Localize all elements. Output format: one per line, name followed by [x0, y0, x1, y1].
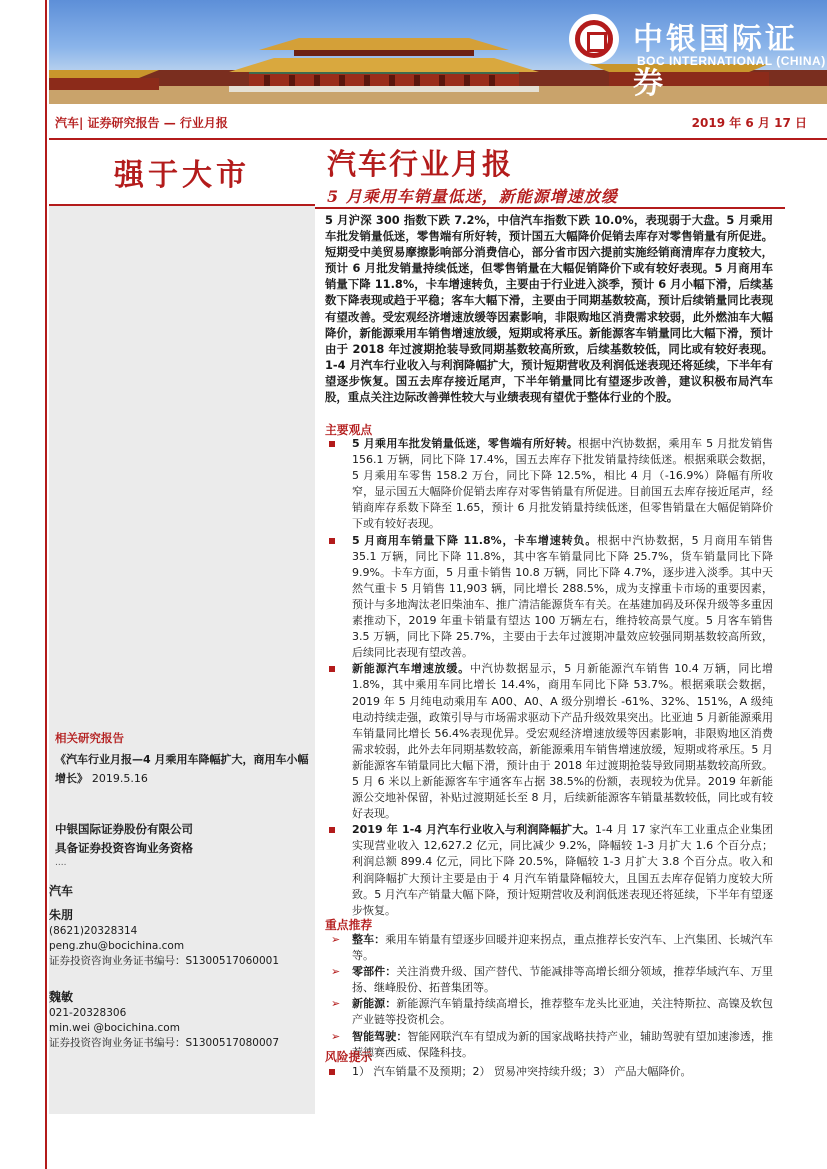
analyst-email[interactable]: min.wei @bocichina.com	[49, 1022, 180, 1034]
rec-item	[325, 964, 773, 996]
view-item	[325, 436, 773, 533]
rec-lead: 智能驾驶：	[352, 1029, 408, 1043]
related-report-name: 《汽车行业月报—4 月乘用车降幅扩大，商用车小幅增长》	[55, 753, 309, 785]
report-title: 汽车行业月报	[327, 147, 514, 181]
recs-list	[325, 932, 773, 1061]
risk-list	[325, 1064, 773, 1080]
separator-dots: ....	[55, 858, 67, 868]
view-text: 根据中汽协数据，5 月商用车销售 35.1 万辆，同比下降 11.8%，其中客车销量同比下降 25.7%，货车销量同比下降 9.9%。卡车方面，5 月重卡销售 10.8 万辆，同比下降 4.7%，逐步进入淡季。其中天然气重卡 5 月销售 11,903 辆，同比增长 288.5%，成为支撑重卡市场的重要因素，预计与多地淘汰老旧柴油车、推广清洁能源货车有关。在基建加码及环保升级等多重因素推动下，2019 年重卡销量有望达 100 万辆左右，维持较高景气度。5 月客车销售 3.5 万辆，同比下降 25.7%，主要由于去年过渡期冲量效应较强同期基数较高所致，后续同比表现有望改善。	[352, 533, 773, 660]
company-qualification: 具备证券投资咨询业务资格	[55, 841, 193, 855]
report-subtitle: 5 月乘用车销量低迷，新能源增速放缓	[327, 187, 618, 206]
rec-text: 关注消费升级、国产替代、节能减排等高增长细分领域，推荐华域汽车、万里扬、继峰股份、拓普集团等。	[352, 965, 774, 995]
rec-item	[325, 932, 773, 964]
view-text: 中汽协数据显示，5 月新能源汽车销售 10.4 万辆，同比增 1.8%，其中乘用车同比增长 14.4%，商用车同比下降 53.7%。根据乘联会数据，2019 年 5 月纯电动乘用车 A00、A0、A 级分别增长 -61%、32%、151%，A 级纯电动持续走强，政策引导与市场需求驱动下产品升级效果突出。比亚迪 5 月新能源乘用车销量同比增长 56.4%表现优异。受宏观经济增速放缓等因素影响，非限购地区消费需求较弱，此外去年同期基数较高，新能源乘用车销售增速放缓，短期或将承压。5 月新能源客车销量同比大幅下滑，预计由于 2018 年过渡期抢装导致同期基数较高所致。5 月 6 米以上新能源客车宇通客车占据 38.5%的份额，表现较为优异。2019 年新能源公交地补保留，补贴过渡期延长至 8 月，后续新能源客车销量基数较低，同比或有较好表现。	[352, 662, 774, 821]
related-report-item	[55, 750, 311, 788]
view-text: 1-4 月 17 家汽车工业重点企业集团实现营业收入 12,627.2 亿元，同比减少 9.2%，降幅较 1-3 月扩大 1.6 个百分点；利润总额 899.4 亿元，同比下降 20.5%，降幅较 1-3 月扩大 3.8 个百分点。收入和利润降幅扩大预计主要是由于 4 月汽车销量降幅较大，且国五去库存促销力度较大所致。5 月汽车产销量大幅下降，预计短期营收及利润低迷表现还将延续，下半年有望逐步恢复。	[352, 823, 773, 917]
rec-item	[325, 1029, 773, 1061]
report-header-line	[49, 104, 827, 140]
view-lead: 5 月乘用车批发销量低迷，零售端有所好转。	[352, 437, 579, 450]
rating-label: 强于大市	[114, 158, 250, 193]
report-summary: 5 月沪深 300 指数下跌 7.2%，中信汽车指数下跌 10.0%，表现弱于大盘。5 月乘用车批发销量低迷，零售端有所好转，预计国五大幅降价促销去库存对零售销量有所促进。短期受中美贸易摩擦影响部分消费信心，部分省市因六提前实施经销商清库存力度较大，预计 6 月批发销量持续低迷，但零售销量在大幅促销降价下或有较好表现。5 月商用车销量下降 11.8%，卡车增速转负，主要由于行业进入淡季，预计 6 月小幅下滑，后续基数下降表现或趋于平稳；客车大幅下滑，主要由于同期基数较高，预计后续销量同比表现有望改善。受宏观经济增速放缓等因素影响，非限购地区消费需求较弱，此外燃油车大幅降价，新能源乘用车销售增速放缓，短期或将承压。新能源客车销量同比大幅下滑，预计由于 2018 年过渡期抢装导致同期基数较高所致，后续基数较低，同比或有较好表现。1-4 月汽车行业收入与利润降幅扩大，预计短期营收及利润低迷表现还将延续，下半年有望逐步恢复。国五去库存接近尾声，下半年销量同比有望逐步改善，建议积极布局汽车股，重点关注边际改善弹性较大与业绩表现有望优于整体行业的个股。	[325, 213, 773, 405]
section-title-recs: 重点推荐	[325, 918, 373, 932]
section-title-risk: 风险提示	[325, 1050, 373, 1064]
view-lead: 5 月商用车销量下降 11.8%，卡车增速转负。	[352, 533, 598, 547]
analyst-name: 魏敏	[49, 990, 74, 1004]
analyst-email[interactable]: peng.zhu@bocichina.com	[49, 940, 185, 952]
header-banner	[49, 0, 827, 104]
left-margin-stripe	[0, 0, 47, 1169]
title-divider	[315, 207, 785, 209]
view-text: 根据中汽协数据，乘用车 5 月批发销售 156.1 万辆，同比下降 17.4%，国五去库存下批发销量持续低迷。根据乘联会数据，5 月乘用车零售 158.2 万台，同比下降 12.5%，相比 4 月（-16.9%）降幅有所收窄，显示国五大幅降价促销去库存对零售销量有所促进。目前国五去库存接近尾声，经销商库存系数下降至 1.65，预计 6 月批发销量持续低迷，但零售销量在大幅促销降价下或有较好表现。	[352, 437, 773, 531]
analyst-phone: 021-20328306	[49, 1007, 127, 1019]
rec-item	[325, 996, 773, 1028]
sector-label: 汽车	[49, 884, 74, 898]
analyst-phone: (8621)20328314	[49, 925, 138, 937]
brand-name-en: BOC INTERNATIONAL (CHINA)	[637, 54, 826, 68]
rec-lead: 新能源：	[352, 997, 397, 1011]
brand-name-cn: 中银国际证券	[633, 22, 798, 101]
rec-text: 乘用车销量有望逐步回暖并迎来拐点，重点推荐长安汽车、上汽集团、长城汽车等。	[352, 933, 774, 963]
analyst-card	[49, 988, 279, 1051]
rec-text: 新能源汽车销量持续高增长，推荐整车龙头比亚迪，关注特斯拉、高镍及软包产业链等投资机会。	[352, 997, 774, 1027]
risk-item: 1） 汽车销量不及预期；2） 贸易冲突持续升级；3） 产品大幅降价。	[325, 1064, 773, 1080]
breadcrumb: 汽车| 证券研究报告 — 行业月报	[55, 116, 228, 130]
views-list	[325, 436, 773, 919]
boc-logo	[569, 14, 619, 64]
view-lead: 2019 年 1-4 月汽车行业收入与利润降幅扩大。	[352, 823, 595, 837]
sidebar	[49, 206, 315, 1114]
analyst-license: 证券投资咨询业务证书编号：S1300517080007	[49, 1037, 280, 1049]
related-report-date: 2019.5.16	[91, 772, 148, 785]
rec-text: 智能网联汽车有望成为新的国家战略扶持产业，辅助驾驶有望加速渗透，推荐德赛西威、保隆科技。	[352, 1029, 773, 1059]
company-name: 中银国际证券股份有限公司	[55, 822, 193, 836]
rec-lead: 整车：	[352, 933, 386, 946]
analyst-name: 朱朋	[49, 908, 74, 922]
analyst-card	[49, 906, 279, 969]
company-info	[55, 820, 193, 858]
view-item	[325, 533, 773, 662]
analyst-license: 证券投资咨询业务证书编号：S1300517060001	[49, 955, 280, 967]
report-date: 2019 年 6 月 17 日	[691, 116, 807, 130]
view-item	[325, 661, 773, 822]
view-lead: 新能源汽车增速放缓。	[352, 662, 470, 676]
rating-box	[49, 140, 315, 206]
view-item	[325, 822, 773, 919]
related-reports-title: 相关研究报告	[55, 731, 124, 745]
rec-lead: 零部件：	[352, 965, 397, 979]
section-title-views: 主要观点	[325, 423, 373, 437]
